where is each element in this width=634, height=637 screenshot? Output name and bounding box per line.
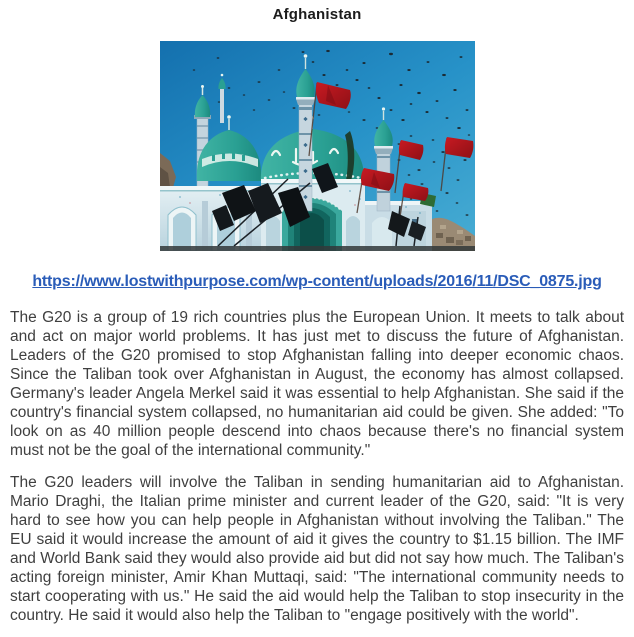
article-body <box>0 308 634 625</box>
paragraph-2: The G20 leaders will involve the Taliban in sending humanitarian aid to Afghanistan. Mario Draghi, the Italian prime minister and current leader of the G20, said: "It is very hard to see how you can help people in Afghanistan without involving the Taliban." The EU said it would increase the amount of aid it gives the country to $1.15 billion. The IMF and World Bank said they would also provide aid but did not say how much. The Taliban's acting foreign minister, Amir Khan Muttaqi, said: "The international community needs to start cooperating with us." He said the aid would help the Taliban to stop insecurity in the country. He said it would also help the Taliban to "engage positively with the world". <box>10 474 624 624</box>
image-source-line <box>0 272 634 291</box>
article-photo <box>160 41 475 251</box>
bottom-shadow <box>160 246 475 251</box>
page-title: Afghanistan <box>272 6 362 23</box>
paragraph-1: The G20 is a group of 19 rich countries plus the European Union. It meets to talk about and act on major world problems. It has just met to discuss the future of Afghanistan. Leaders of the G20 promised to stop Afghanistan falling into deeper economic chaos. Since the Taliban took over Afghanistan in August, the economy has almost collapsed. Germany's leader Angela Merkel said it was essential to help Afghanistan. She said if the country's financial system collapsed, no humanitarian aid could be given. She added: "To look on as 40 million people descend into chaos because there's no financial system must not be the goal of the international community." <box>10 309 624 459</box>
mosque-photo-illustration <box>160 41 475 251</box>
image-source-link[interactable]: https://www.lostwithpurpose.com/wp-content/uploads/2016/11/DSC_0875.jpg <box>32 273 602 290</box>
